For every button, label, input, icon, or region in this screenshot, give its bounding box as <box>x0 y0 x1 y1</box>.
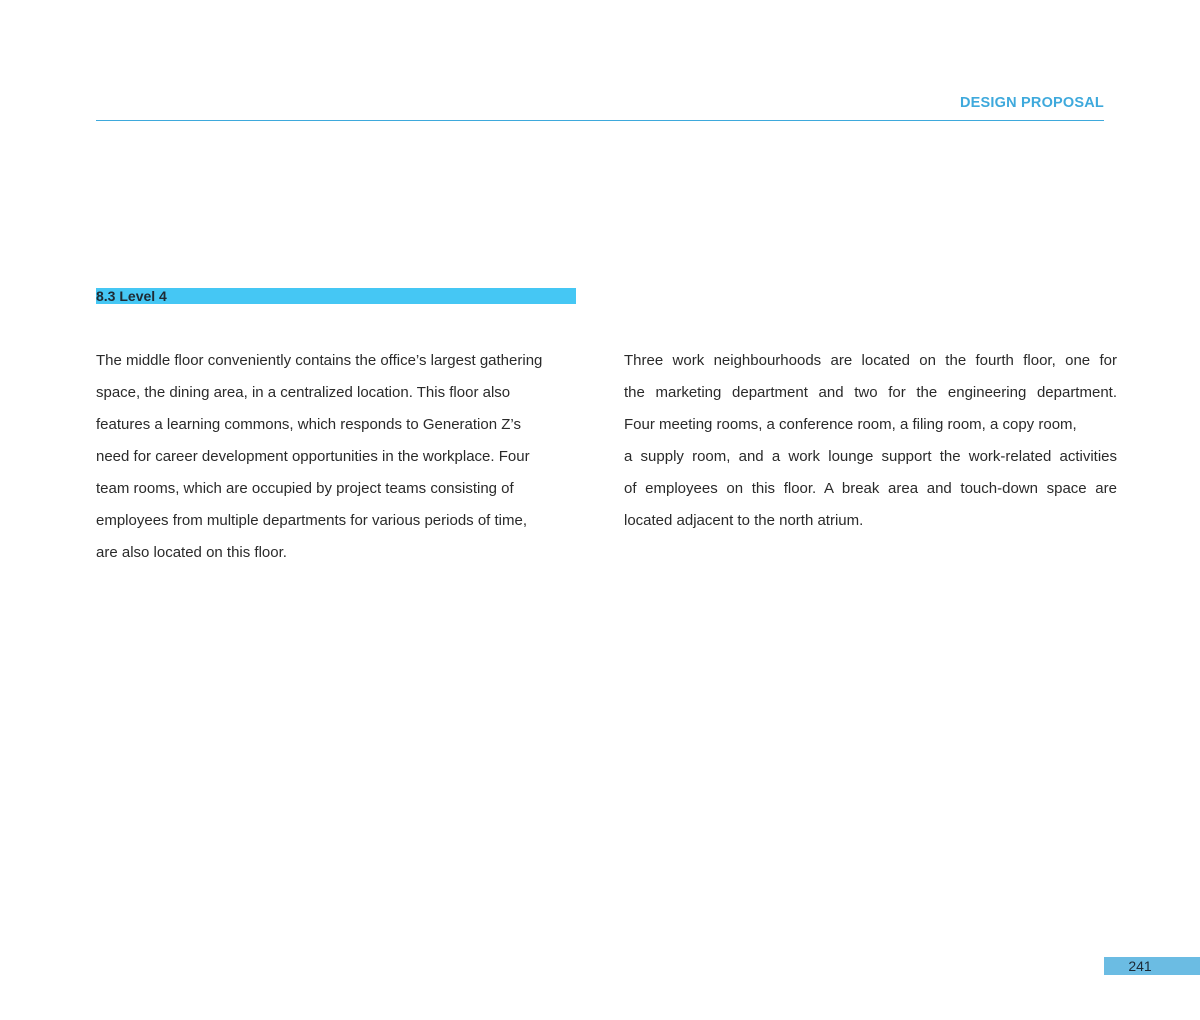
left-text-column <box>96 345 578 569</box>
text-line: the marketing department and two for the engineering department. <box>624 384 1117 401</box>
text-line: Four meeting rooms, a conference room, a filing room, a copy room, <box>624 416 1077 433</box>
page-number-tab <box>1104 957 1200 975</box>
text-line: Three work neighbourhoods are located on the fourth floor, one for <box>624 352 1117 369</box>
text-line: employees from multiple departments for various periods of time, <box>96 512 528 529</box>
text-line: features a learning commons, which responds to Generation Z’s <box>96 416 521 433</box>
page-number: 241 <box>1128 958 1152 974</box>
running-header: DESIGN PROPOSAL <box>960 95 1104 111</box>
text-line: are also located on this floor. <box>96 544 287 561</box>
header-divider <box>96 120 1104 121</box>
text-line: team rooms, which are occupied by project teams consisting of <box>96 480 514 497</box>
text-line: The middle floor conveniently contains the office’s largest gathering <box>96 352 543 369</box>
text-line: space, the dining area, in a centralized location. This floor also <box>96 384 511 401</box>
text-line: located adjacent to the north atrium. <box>624 512 864 529</box>
text-line: a supply room, and a work lounge support the work-related activities <box>624 448 1117 465</box>
section-heading-bar <box>96 288 576 304</box>
section-title: 8.3 Level 4 <box>96 288 167 304</box>
text-line: need for career development opportunities in the workplace. Four <box>96 448 530 465</box>
text-line: of employees on this floor. A break area and touch-down space are <box>624 480 1117 497</box>
right-text-column <box>624 345 1117 537</box>
